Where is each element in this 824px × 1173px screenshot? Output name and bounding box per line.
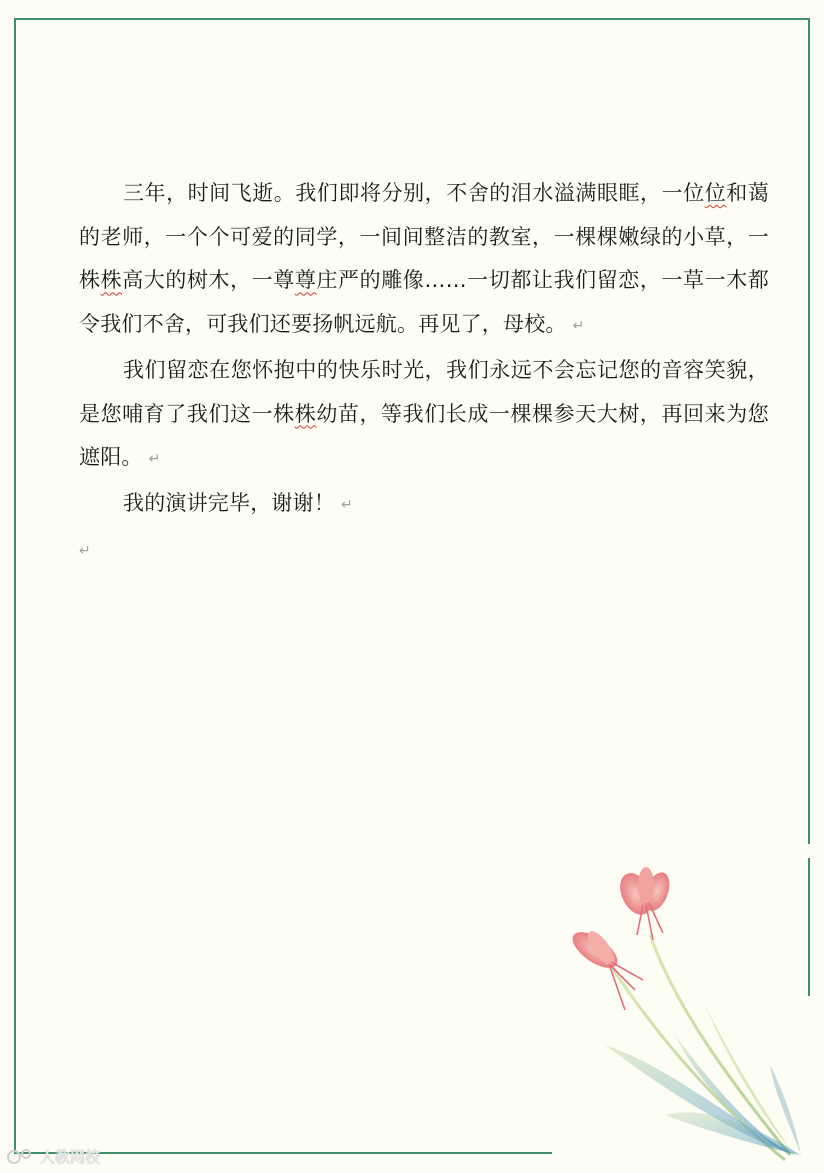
paragraph-3-text: 我的演讲完毕，谢谢！ (123, 490, 335, 515)
paragraph-1-text-c: 高大的树木，一尊 (122, 268, 295, 293)
paragraph-mark-icon: ↵ (572, 318, 585, 335)
paragraph-mark-icon: ↵ (341, 496, 353, 513)
paragraph-1[interactable] (79, 172, 769, 349)
paragraph-mark-icon: ↵ (148, 451, 161, 468)
spellcheck-flagged-word[interactable]: 位 (704, 181, 727, 205)
paragraph-2-text-a: 我们留恋在您怀抱中的快乐时光，我们永远不会忘记您的音容笑貌，是您哺育了我们这一株 (79, 357, 769, 426)
watermark (6, 1145, 100, 1167)
spellcheck-flagged-word[interactable]: 株 (294, 401, 317, 426)
paragraph-2-text-b: 幼苗，等我们长成一棵棵参天大树，再回来为您遮阳。 (79, 401, 770, 470)
watermark-logo-icon (6, 1147, 36, 1165)
page-border-right-upper (808, 18, 810, 844)
spellcheck-flagged-word[interactable]: 株 (100, 268, 123, 293)
paragraph-2[interactable] (79, 349, 769, 482)
spellcheck-flagged-word[interactable]: 尊 (294, 268, 317, 293)
paragraph-3[interactable] (79, 482, 769, 528)
paragraph-mark-icon: ↵ (79, 542, 91, 559)
empty-paragraph[interactable] (79, 528, 769, 574)
watermark-text: 人教网校 (40, 1147, 101, 1166)
paragraph-1-text-a: 三年，时间飞逝。我们即将分别，不舍的泪水溢满眼眶，一位 (123, 181, 705, 205)
page-border-top (14, 18, 810, 20)
paragraph-1-text-b: 和蔼的老师，一个个可爱的同学，一间间整洁的教室，一棵棵嫩绿的小草，一株 (79, 181, 769, 293)
watercolor-flower-illustration (555, 855, 824, 1173)
page-border-left (14, 18, 16, 1154)
paragraph-1-text-d: 庄严的雕像……一切都让我们留恋，一草一木都令我们不舍，可我们还要扬帆远航。再见了，母校。 (79, 268, 769, 337)
document-body[interactable] (79, 172, 769, 573)
